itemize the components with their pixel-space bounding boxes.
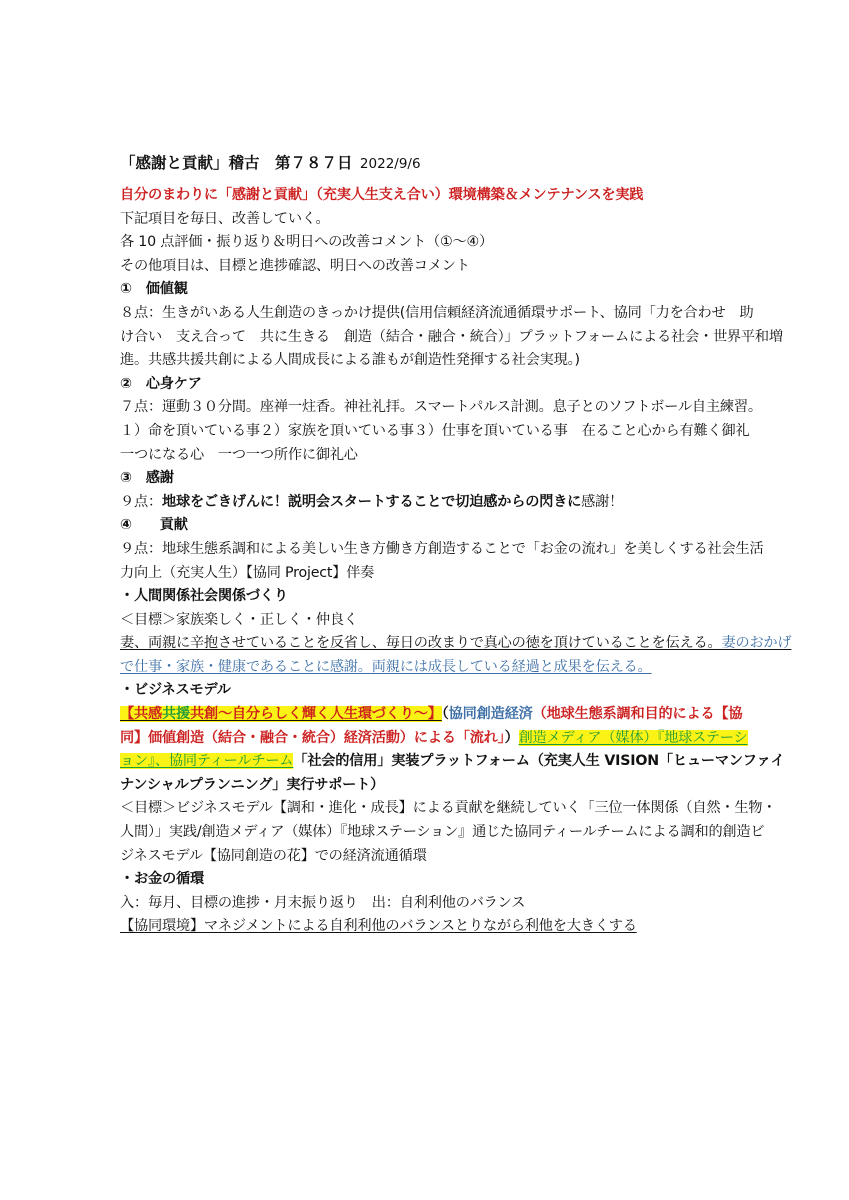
section-heading-gratitude: ③ 感謝 [120,470,174,487]
money-line: 入：毎月、目標の進捗・月末振り返り 出：自利利他のバランス [120,894,526,911]
intro-headline: 自分のまわりに「感謝と貢献」（充実人生支え合い）環境構築＆メンテナンスを実践 [120,187,644,203]
section-line: け合い 支え合って 共に生きる 創造（結合・融合・統合）」プラットフォームによる社会・世界平和増 [120,328,783,345]
business-text: ョン』、協同ティールチーム [120,753,294,770]
gratitude-prefix: ９点： [120,493,162,510]
business-goal: ＜目標＞ビジネスモデル【調和・進化・成長】による貢献を継続していく「三位一体関係（自然・生物・ [120,800,777,817]
intro-line: 下記項目を毎日、改善していく。 [120,210,330,227]
section-line: ９点：地球生態系調和による美しい生き方働き方創造することで「お金の流れ」を美しくする社会生活 [120,540,764,557]
section-line: ８点：生きがいある人生創造のきっかけ提供(信用信頼経済流通循環サポート、協同「力を合わせ 助 [120,304,754,321]
business-text: （ [441,706,449,723]
document-body [120,148,792,939]
business-line [120,703,745,727]
business-text: 「社会的信用」実装プラットフォーム（充実人生 VISION「ヒューマンファイ [293,753,785,770]
business-text: 同】価値創造（結合・融合・統合）経済活動）による「流れ」 [120,729,505,746]
section-line: ７点：運動３０分間。座禅一炷香。神社礼拝。スマートパルス計測。息子とのソフトボール自主練習。 [120,399,762,416]
business-goal: 人間）」実践/創造メディア（媒体）『地球ステーション』通じた協同ティールチームによる調和的創造ビ [120,824,765,841]
business-text: ） [504,729,519,746]
business-text: 創造メディア（媒体）『地球ステーシ [518,729,748,746]
relations-line [120,632,792,656]
section-line: 進。共感共援共創による人間成長による誰もが創造性発揮する社会実現。) [120,352,580,369]
business-goal: ジネスモデル【協同創造の花】での経済流通循環 [120,847,427,864]
section-heading-mind-body: ② 心身ケア [120,375,202,392]
page-title [120,148,745,178]
title-text: 「感謝と貢献」稽古 第７８７日 [120,154,353,172]
relations-text-blue: 妻のおかげ [721,635,792,652]
title-date: 2022/9/6 [359,156,421,172]
section-heading-contribution: ④ 貢献 [120,517,188,534]
gratitude-suffix: 感謝！ [581,493,624,510]
business-text: 共援 [161,706,190,723]
intro-line: その他項目は、目標と進捗確認、明日への改善コメント [120,257,470,274]
business-line [120,727,748,751]
business-text: ～自分らしく輝く人生環づくり～】 [217,706,442,723]
section-line: １）命を頂いている事２）家族を頂いている事３）仕事を頂いている事 在ること心から有難く御礼 [120,422,750,439]
business-text: 協同創造経済 [448,706,533,723]
relations-text: 妻、両親に辛抱させていることを反省し、毎日の改まりで真心の徳を頂けていることを伝える。 [120,635,722,652]
business-line: ナンシャルプランニング」実行サポート） [120,776,385,793]
gratitude-bold: 地球をごきげんに！説明会スタートすることで切迫感からの閃きに [161,493,582,510]
intro-line: 各 10 点評価・振り返り＆明日への改善コメント（①～④） [120,234,494,251]
business-text: （地球生態系調和目的による【協 [532,706,743,723]
gratitude-line [120,491,745,515]
section-line: 一つになる心 一つ一つ所作に御礼心 [120,446,358,463]
section-line: 力向上（充実人生）【協同 Project】伴奏 [120,564,375,581]
section-heading-money: ・お金の循環 [120,871,204,888]
relations-line-blue: で仕事・家族・健康であることに感謝。両親には成長している経過と成果を伝える。 [120,658,652,675]
business-text: 共創 [189,706,218,723]
section-heading-values: ① 価値観 [120,281,188,298]
relations-goal: ＜目標＞家族楽しく・正しく・仲良く [120,611,358,628]
money-underlined: 【協同環境】マネジメントによる自利利他のバランスとりながら利他を大きくする [120,918,637,935]
business-line [120,750,785,774]
business-text: 【共感 [120,706,162,723]
section-heading-business: ・ビジネスモデル [120,682,231,699]
section-heading-relations: ・人間関係社会関係づくり [120,588,288,605]
